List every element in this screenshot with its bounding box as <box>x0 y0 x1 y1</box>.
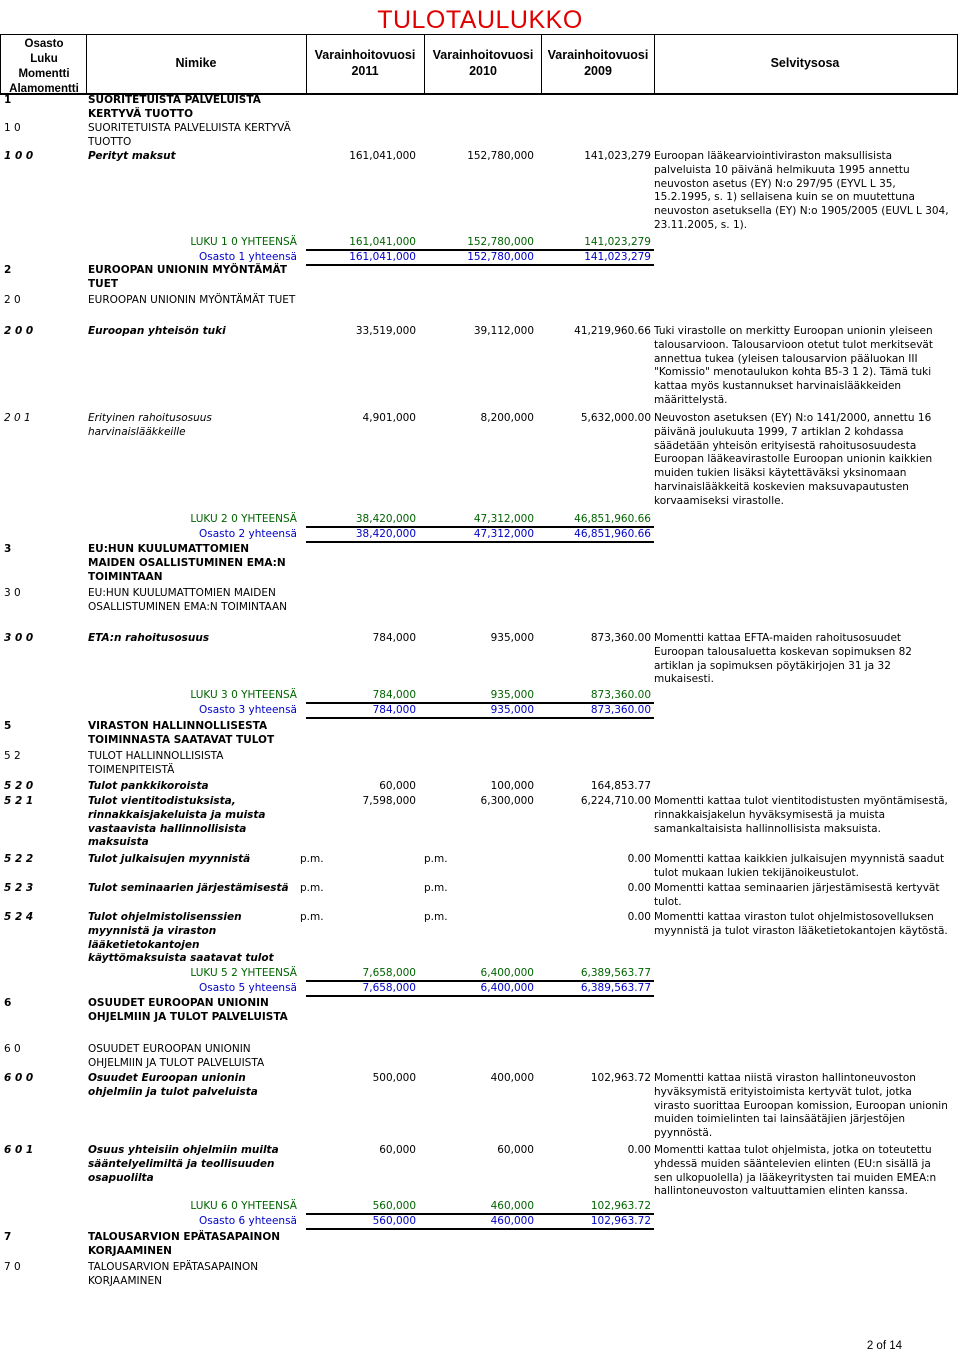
row-code: 6 <box>4 997 12 1009</box>
row-code: 1 0 <box>4 122 21 134</box>
total-value-2010: 935,000 <box>490 689 534 701</box>
row-code: 5 2 3 <box>4 882 34 894</box>
total-rule <box>306 541 654 543</box>
row-value-2009: 0.00 <box>627 911 651 923</box>
row-value-2010: 100,000 <box>490 780 534 792</box>
total-value-2009: 6,389,563.77 <box>580 967 651 979</box>
row-value-2010: 6,300,000 <box>480 795 534 807</box>
row-code: 2 0 0 <box>4 325 34 337</box>
row-explanation: Momentti kattaa tulot ohjelmista, jotka on toteutettu yhdessä muiden sääntelevien elinten (EU:n sisällä ja sen ulkopuolella) ja lääkeyritysten tai muiden EMEA:n hallintoneuvoston valtuuttamien elinten kanssa. <box>654 1144 937 1198</box>
header-2009: Varainhoitovuosi 2009 <box>547 48 649 78</box>
total-value-2009: 102,963.72 <box>590 1200 651 1212</box>
total-value-2009: 141,023,279 <box>584 236 651 248</box>
row-code: 2 <box>4 264 12 276</box>
row-value-2009: 0.00 <box>627 1144 651 1156</box>
row-value-2011: 161,041,000 <box>349 150 416 162</box>
row-code: 1 <box>4 94 12 106</box>
header-2011: Varainhoitovuosi 2011 <box>314 48 416 78</box>
row-code: 5 2 <box>4 750 21 762</box>
row-explanation: Momentti kattaa kaikkien julkaisujen myynnistä saadut tulot mukaan lukien tekijänoikeustulot. <box>654 853 945 879</box>
page-title: TULOTAULUKKO <box>377 6 583 34</box>
total-label: LUKU 6 0 YHTEENSÄ <box>190 1200 297 1212</box>
row-explanation: Euroopan lääkearviointiviraston maksullisista palveluista 10 päivänä helmikuuta 1995 annettu neuvoston asetus (EY) N:o 297/95 (EYVL L 35, 15.2.1995, s. 1) sellaisena kuin se on muutettuna neuvoston asetuksella (EY) N:o 1905/2005 (EUVL L 304, 23.11.2005, s. 1). <box>654 150 949 231</box>
row-explanation: Tuki virastolle on merkitty Euroopan unionin yleiseen talousarvioon. Talousarvioon otetut tulot merkitsevät annettua tukea (yleisen talousarvion pääluokan III "Komissio" menotaulukon kohta B5-3 1 2). Tämä tuki kattaa myös kustannukset harvinaislääkkeiden määrittelystä. <box>654 325 933 406</box>
row-value-2011: 7,598,000 <box>362 795 416 807</box>
total-value-2010: 152,780,000 <box>467 251 534 263</box>
header-selvitysosa: Selvitysosa <box>770 56 840 70</box>
header-osasto: Osasto Luku Momentti Alamomentti <box>9 38 79 95</box>
total-label: Osasto 1 yhteensä <box>198 251 297 263</box>
row-value-2011: 784,000 <box>372 632 416 644</box>
row-code: 7 <box>4 1231 12 1243</box>
rule-1 <box>86 34 87 94</box>
row-value-2011: 500,000 <box>372 1072 416 1084</box>
row-code: 5 2 2 <box>4 853 34 865</box>
total-value-2009: 6,389,563.77 <box>580 982 651 994</box>
row-name: SUORITETUISTA PALVELUISTA KERTYVÄ TUOTTO <box>88 94 261 120</box>
total-label: Osasto 2 yhteensä <box>198 528 297 540</box>
header-2010: Varainhoitovuosi 2010 <box>432 48 534 78</box>
total-rule <box>306 717 654 719</box>
row-name: Tulot vientitodistuksista, rinnakkaisjakeluista ja muista vastaavista hallinnollisista maksuista <box>88 795 266 849</box>
total-rule <box>306 1228 654 1230</box>
row-value-2011: 33,519,000 <box>355 325 416 337</box>
row-code: 3 <box>4 543 12 555</box>
total-rule <box>306 995 654 997</box>
row-name: EU:HUN KUULUMATTOMIEN MAIDEN OSALLISTUMINEN EMA:N TOIMINTAAN <box>88 543 286 583</box>
row-value-2011: 60,000 <box>379 1144 416 1156</box>
row-name: Perityt maksut <box>88 150 176 162</box>
row-value-2009: 873,360.00 <box>590 632 651 644</box>
row-name: Euroopan yhteisön tuki <box>88 325 226 337</box>
row-code: 2 0 <box>4 294 21 306</box>
rule-left <box>0 34 1 94</box>
row-name: VIRASTON HALLINNOLLISESTA TOIMINNASTA SAATAVAT TULOT <box>88 720 275 746</box>
row-value-2010: p.m. <box>424 882 448 894</box>
total-value-2011: 161,041,000 <box>349 236 416 248</box>
row-value-2011: p.m. <box>300 853 324 865</box>
row-name: Tulot julkaisujen myynnistä <box>88 853 251 865</box>
row-value-2011: p.m. <box>300 911 324 923</box>
row-value-2009: 0.00 <box>627 882 651 894</box>
row-name: OSUUDET EUROOPAN UNIONIN OHJELMIIN JA TULOT PALVELUISTA <box>88 1043 265 1069</box>
row-name: Tulot pankkikoroista <box>88 780 209 792</box>
rule-3 <box>424 34 425 94</box>
total-value-2011: 784,000 <box>372 689 416 701</box>
row-code: 3 0 0 <box>4 632 34 644</box>
total-value-2009: 46,851,960.66 <box>574 513 651 525</box>
row-name: Osuudet Euroopan unionin ohjelmiin ja tulot palveluista <box>88 1072 258 1098</box>
row-code: 3 0 <box>4 587 21 599</box>
total-label: Osasto 6 yhteensä <box>198 1215 297 1227</box>
total-value-2009: 102,963.72 <box>590 1215 651 1227</box>
row-name: ETA:n rahoitusosuus <box>88 632 210 644</box>
row-explanation: Momentti kattaa viraston tulot ohjelmistosovelluksen myynnistä ja tulot viraston lääketietokantojen käytöstä. <box>654 911 948 937</box>
row-code: 5 2 1 <box>4 795 34 807</box>
row-name: EUROOPAN UNIONIN MYÖNTÄMÄT TUET <box>88 264 288 290</box>
row-value-2010: 400,000 <box>490 1072 534 1084</box>
page-number: 2 of 14 <box>866 1340 902 1352</box>
row-value-2009: 6,224,710.00 <box>580 795 651 807</box>
total-value-2010: 47,312,000 <box>473 528 534 540</box>
total-label: LUKU 2 0 YHTEENSÄ <box>190 513 297 525</box>
total-value-2011: 560,000 <box>372 1200 416 1212</box>
header-nimike: Nimike <box>175 56 217 70</box>
row-code: 5 <box>4 720 12 732</box>
row-name: EU:HUN KUULUMATTOMIEN MAIDEN OSALLISTUMINEN EMA:N TOIMINTAAN <box>88 587 288 613</box>
row-value-2010: 152,780,000 <box>467 150 534 162</box>
total-value-2010: 6,400,000 <box>480 982 534 994</box>
row-value-2009: 0.00 <box>627 853 651 865</box>
row-name: Osuus yhteisiin ohjelmiin muilta sääntelyelimiltä ja teollisuuden osapuolilta <box>88 1144 279 1184</box>
total-value-2009: 873,360.00 <box>590 704 651 716</box>
rule-5 <box>654 34 655 94</box>
row-code: 6 0 0 <box>4 1072 34 1084</box>
row-value-2011: 60,000 <box>379 780 416 792</box>
total-value-2011: 560,000 <box>372 1215 416 1227</box>
row-value-2010: p.m. <box>424 911 448 923</box>
total-value-2010: 935,000 <box>490 704 534 716</box>
row-name: TALOUSARVION EPÄTASAPAINON KORJAAMINEN <box>88 1231 281 1257</box>
total-label: LUKU 5 2 YHTEENSÄ <box>190 967 297 979</box>
total-label: LUKU 3 0 YHTEENSÄ <box>190 689 297 701</box>
row-name: Erityinen rahoitusosuus harvinaislääkkeille <box>88 412 212 438</box>
total-label: Osasto 3 yhteensä <box>198 704 297 716</box>
total-value-2011: 38,420,000 <box>355 513 416 525</box>
rule-right <box>957 34 958 94</box>
total-value-2010: 152,780,000 <box>467 236 534 248</box>
row-value-2010: 8,200,000 <box>480 412 534 424</box>
total-value-2011: 7,658,000 <box>362 967 416 979</box>
total-value-2009: 873,360.00 <box>590 689 651 701</box>
total-value-2010: 460,000 <box>490 1200 534 1212</box>
total-value-2011: 38,420,000 <box>355 528 416 540</box>
row-value-2010: 60,000 <box>497 1144 534 1156</box>
total-label: Osasto 5 yhteensä <box>198 982 297 994</box>
row-value-2009: 41,219,960.66 <box>574 325 651 337</box>
row-value-2009: 5,632,000.00 <box>580 412 651 424</box>
row-value-2011: 4,901,000 <box>362 412 416 424</box>
header-top-rule <box>0 34 958 35</box>
row-code: 6 0 1 <box>4 1144 34 1156</box>
total-value-2009: 141,023,279 <box>584 251 651 263</box>
total-value-2010: 6,400,000 <box>480 967 534 979</box>
row-explanation: Momentti kattaa niistä viraston hallintoneuvoston hyväksymistä erityistoimista kertyvät tulot, jotka virasto suorittaa Euroopan komission, Euroopan unionin muiden toimielinten tai lainsäätäjien järjestöjen pyynnöstä. <box>654 1072 948 1140</box>
total-value-2011: 7,658,000 <box>362 982 416 994</box>
row-value-2010: 39,112,000 <box>473 325 534 337</box>
row-name: Tulot seminaarien järjestämisestä <box>88 882 289 894</box>
row-code: 7 0 <box>4 1261 21 1273</box>
total-value-2010: 460,000 <box>490 1215 534 1227</box>
row-explanation: Momentti kattaa seminaarien järjestämisestä kertyvät tulot. <box>654 882 940 908</box>
row-value-2009: 141,023,279 <box>584 150 651 162</box>
total-value-2011: 784,000 <box>372 704 416 716</box>
row-name: TULOT HALLINNOLLISISTA TOIMENPITEISTÄ <box>88 750 224 776</box>
total-rule <box>306 264 654 266</box>
row-value-2009: 102,963.72 <box>590 1072 651 1084</box>
row-code: 5 2 4 <box>4 911 34 923</box>
row-value-2010: p.m. <box>424 853 448 865</box>
row-explanation: Momentti kattaa EFTA-maiden rahoitusosuudet Euroopan talousaluetta koskevan sopimuksen 82 artiklan ja sopimuksen pöytäkirjojen 31 ja 32 mukaisesti. <box>654 632 912 686</box>
rule-4 <box>541 34 542 94</box>
row-value-2011: p.m. <box>300 882 324 894</box>
row-value-2009: 164,853.77 <box>590 780 651 792</box>
row-code: 2 0 1 <box>4 412 31 424</box>
row-name: TALOUSARVION EPÄTASAPAINON KORJAAMINEN <box>88 1261 259 1287</box>
row-name: SUORITETUISTA PALVELUISTA KERTYVÄ TUOTTO <box>88 122 291 148</box>
rule-2 <box>306 34 307 94</box>
row-code: 5 2 0 <box>4 780 34 792</box>
total-value-2009: 46,851,960.66 <box>574 528 651 540</box>
row-explanation: Momentti kattaa tulot vientitodistusten myöntämisestä, rinnakkaisjakelun hyväksymisestä ja muista samankaltaisista hallinnollisista maksuista. <box>654 795 948 835</box>
row-code: 1 0 0 <box>4 150 34 162</box>
table-header <box>0 35 960 93</box>
row-name: EUROOPAN UNIONIN MYÖNTÄMÄT TUET <box>88 294 296 306</box>
row-name: OSUUDET EUROOPAN UNIONIN OHJELMIIN JA TULOT PALVELUISTA <box>88 997 288 1023</box>
total-label: LUKU 1 0 YHTEENSÄ <box>190 236 297 248</box>
total-value-2011: 161,041,000 <box>349 251 416 263</box>
row-explanation: Neuvoston asetuksen (EY) N:o 141/2000, annettu 16 päivänä joulukuuta 1999, 7 artiklan 2 kohdassa säädetään yhteisön erityisestä rahoitusosuudesta Euroopan lääkeavirastolle Euroopan unionin kaikkien muiden tukien lisäksi käytettäväksi yksinomaan harvinaislääkkeitä koskevien maksuvapautusten korvaamiseksi virastolle. <box>654 412 933 507</box>
row-code: 6 0 <box>4 1043 21 1055</box>
total-value-2010: 47,312,000 <box>473 513 534 525</box>
row-value-2010: 935,000 <box>490 632 534 644</box>
row-name: Tulot ohjelmistolisenssien myynnistä ja viraston lääketietokantojen käyttömaksuista saatavat tulot <box>88 911 274 965</box>
